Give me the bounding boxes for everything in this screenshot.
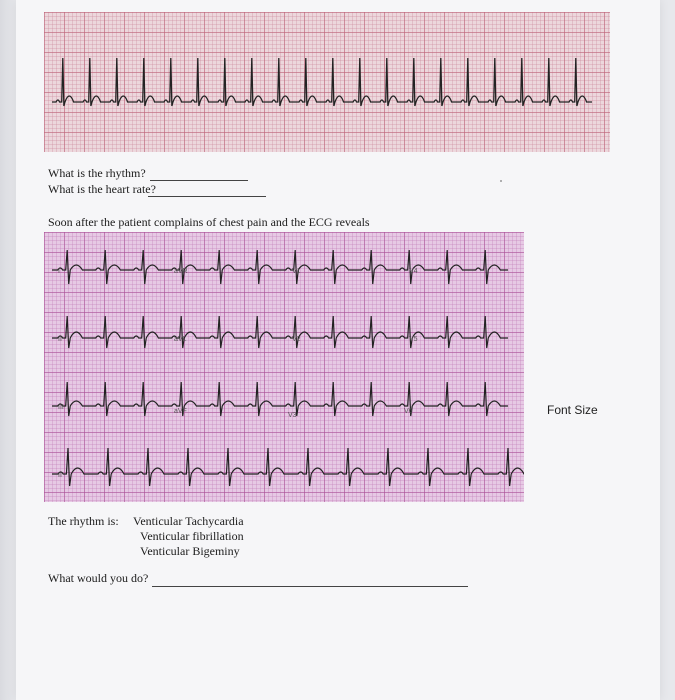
final-question: What would you do? bbox=[48, 571, 149, 585]
font-size-button[interactable]: Font Size bbox=[547, 403, 598, 417]
option-2[interactable]: Venticular fibrillation bbox=[140, 529, 244, 543]
lead-label-V4: V4 bbox=[409, 268, 418, 275]
lead-label-II-rhythm: II bbox=[58, 472, 62, 479]
lead-label-V2: V2 bbox=[292, 336, 301, 343]
rhythm-strip-trace bbox=[44, 12, 610, 152]
question-rate: What is the heart rate? bbox=[48, 182, 156, 196]
lead-label-V6: V6 bbox=[404, 408, 413, 415]
twelve-lead-traces bbox=[44, 232, 524, 502]
intro-text: Soon after the patient complains of chest pain and the ECG reveals bbox=[48, 215, 370, 229]
lead-label-V1: V1 bbox=[292, 268, 301, 275]
answer-line-rate[interactable] bbox=[148, 196, 266, 197]
lead-label-III: III bbox=[58, 404, 64, 411]
options-label: The rhythm is: bbox=[48, 514, 119, 528]
lead-label-aVF: aVF bbox=[174, 408, 187, 415]
twelve-lead-ecg bbox=[44, 232, 524, 502]
lead-label-aVR: aVR bbox=[174, 268, 188, 275]
lead-label-V3: V3 bbox=[288, 412, 297, 419]
lead-label-V5: V5 bbox=[409, 336, 418, 343]
answer-line-rhythm[interactable] bbox=[150, 180, 248, 181]
page-mark bbox=[500, 180, 502, 182]
rhythm-strip bbox=[44, 12, 610, 152]
answer-line-action[interactable] bbox=[152, 586, 468, 587]
lead-label-I: I bbox=[58, 268, 60, 275]
lead-label-II: II bbox=[58, 336, 62, 343]
lead-label-aVL: aVL bbox=[174, 336, 187, 343]
question-rhythm: What is the rhythm? bbox=[48, 166, 146, 180]
option-3[interactable]: Venticular Bigeminy bbox=[140, 544, 240, 558]
page-shadow bbox=[0, 0, 16, 700]
option-1[interactable]: Venticular Tachycardia bbox=[133, 514, 244, 528]
